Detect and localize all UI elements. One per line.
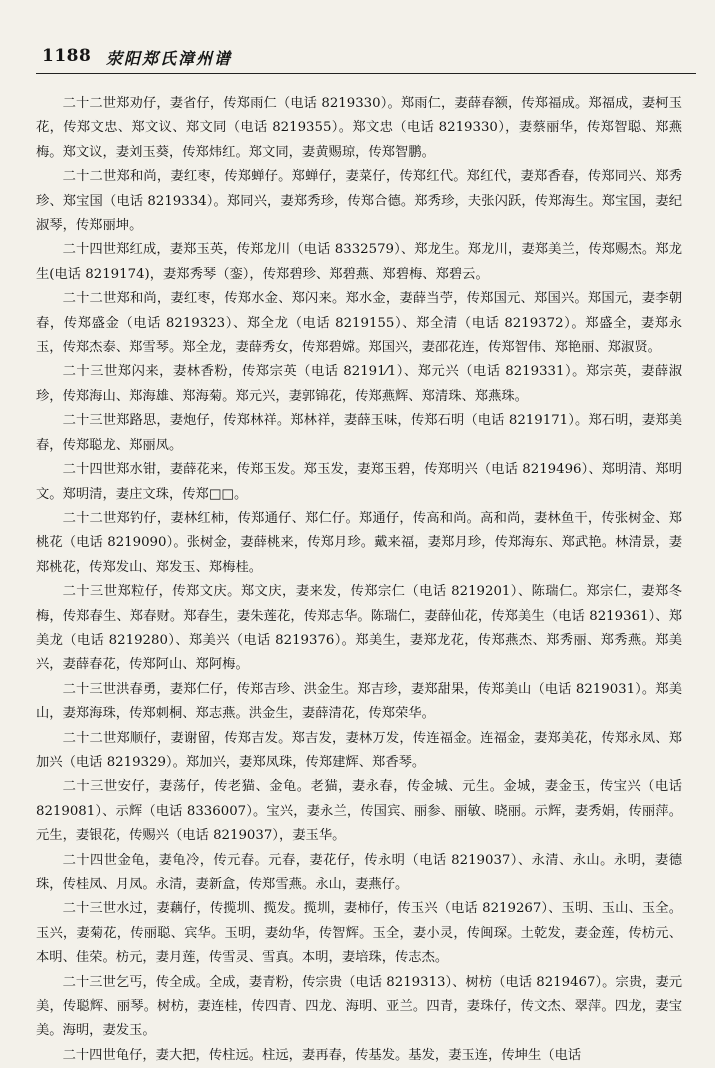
paragraph-13: 二十四世金龟，妻龟冷，传元春。元春，妻花仔，传永明（电话 8219037）、永清、永山。永明，妻德珠，传桂凤、月凤。永清，妻新盒，传郑雪燕。永山，妻燕仔。	[36, 852, 682, 892]
paragraph-5: 二十三世郑闪来，妻林香粉，传郑宗英（电话 82191⁄1）、郑元兴（电话 8219331）。郑宗英，妻薛淑珍，传郑海山、郑海雄、郑海菊。郑元兴，妻郭锦花，传郑燕辉、郑清珠、郑燕珠。	[36, 364, 682, 404]
paragraph-1: 二十二世郑劝仔，妻省仔，传郑雨仁（电话 8219330）。郑雨仁，妻薛春额，传郑福成。郑福成，妻柯玉花，传郑文忠、郑文议、郑文同（电话 8219355）。郑文忠（电话 8219330），妻蔡丽华，传郑智聪、郑燕梅。郑文议，妻刘玉葵，传郑炜红。郑文同，妻黄赐琼，传郑智鹏。	[36, 96, 682, 160]
paragraph-15: 二十三世乞丐，传全成。全成，妻青粉，传宗贵（电话 8219313）、树枋（电话 8219467）。宗贵，妻元美，传聪辉、丽琴。树枋，妻连桂，传四青、四龙、海明、亚兰。四青，妻珠仔，传文杰、翠萍。四龙，妻宝美。海明，妻发玉。	[36, 974, 682, 1039]
book-title: 荥阳郑氏漳州谱	[106, 49, 233, 68]
paragraph-3: 二十四世郑红成，妻郑玉英，传郑龙川（电话 8332579）、郑龙生。郑龙川，妻郑美兰，传郑赐杰。郑龙生(电话 8219174)，妻郑秀琴（銮），传郑碧珍、郑碧燕、郑碧梅、郑碧云。	[36, 242, 682, 282]
paragraph-6: 二十三世郑路思，妻炮仔，传郑林祥。郑林祥，妻薛玉味，传郑石明（电话 8219171）。郑石明，妻郑美春，传郑聪龙、郑丽凤。	[36, 413, 682, 453]
paragraph-14: 二十三世水过，妻藕仔，传揽圳、揽发。揽圳，妻柿仔，传玉兴（电话 8219267）、玉明、玉山、玉全。玉兴，妻菊花，传丽聪、宾华。玉明，妻幼华，传智辉。玉全，妻小灵，传闽琛。土乾发，妻金莲，传枋元、本明、佳荣。枋元，妻月莲，传雪灵、雪真。本明，妻培珠，传志杰。	[36, 901, 682, 966]
paragraph-2: 二十二世郑和尚，妻红枣，传郑蝉仔。郑蝉仔，妻菜仔，传郑红代。郑红代，妻郑香春，传郑同兴、郑秀珍、郑宝国（电话 8219334）。郑同兴，妻郑秀珍，传郑合德。郑秀珍，夫张闪跃，传郑海生。郑宝国，妻纪淑琴，传郑丽坤。	[36, 169, 682, 234]
page-header	[36, 44, 696, 74]
header-rule	[36, 73, 696, 74]
paragraph-11: 二十二世郑顺仔，妻谢留，传郑吉发。郑吉发，妻林万发，传连福金。连福金，妻郑美花，传郑永凤、郑加兴（电话 8219329）。郑加兴，妻郑凤珠，传郑建辉、郑香琴。	[36, 730, 682, 770]
paragraph-4: 二十二世郑和尚，妻红枣，传郑水金、郑闪来。郑水金，妻薛当苧，传郑国元、郑国兴。郑国元，妻李朝春，传郑盛金（电话 8219323）、郑全龙（电话 8219155）、郑全清（电话 8219372）。郑盛全，妻郑永玉，传郑杰泰、郑雪琴。郑全龙，妻薛秀女，传郑碧嫦。郑国兴，妻邵花连，传郑智伟、郑艳丽、郑淑贤。	[36, 291, 682, 356]
paragraph-9: 二十三世郑粒仔，传郑文庆。郑文庆，妻来发，传郑宗仁（电话 8219201）、陈瑞仁。郑宗仁，妻郑冬梅，传郑春生、郑春财。郑春生，妻朱莲花，传郑志华。陈瑞仁，妻薛仙花，传郑美生（电话 8219361）、郑美龙（电话 8219280）、郑美兴（电话 8219376）。郑美生，妻郑龙花，传郑燕杰、郑秀丽、郑秀燕。郑美兴，妻薛春花，传郑阿山、郑阿梅。	[36, 584, 682, 673]
page-number: 1188	[42, 46, 92, 66]
body-text	[36, 92, 682, 1063]
paragraph-12: 二十三世安仔，妻荡仔，传老猫、金龟。老猫，妻永春，传金城、元生。金城，妻金玉，传宝兴（电话 8219081）、示辉（电话 8336007）。宝兴，妻永兰，传国宾、丽参、丽敏、晓丽。示辉，妻秀娟，传丽萍。元生，妻银花，传赐兴（电话 8219037），妻玉华。	[36, 779, 682, 844]
paragraph-7: 二十四世郑水钳，妻薛花来，传郑玉发。郑玉发，妻郑玉碧，传郑明兴（电话 8219496）、郑明清、郑明文。郑明清，妻庄文珠，传郑□□。	[36, 462, 682, 502]
paragraph-10: 二十三世洪春勇，妻郑仁仔，传郑吉珍、洪金生。郑吉珍，妻郑甜果，传郑美山（电话 8219031）。郑美山，妻郑海珠，传郑刺桐、郑志燕。洪金生，妻薛清花，传郑荣华。	[36, 681, 682, 722]
paragraph-8: 二十二世郑钓仔，妻林红柿，传郑通仔、郑仁仔。郑通仔，传高和尚。高和尚，妻林鱼干，传张树金、郑桃花（电话 8219090）。张树金，妻薛桃来，传郑月珍。戴来福，妻郑月珍，传郑海东、郑武艳。林清景，妻郑桃花，传郑发山、郑发玉、郑梅桂。	[36, 510, 682, 575]
paragraph-16: 二十四世龟仔，妻大把，传柱远。柱远，妻再春，传基发。基发，妻玉连，传坤生（电话	[62, 1047, 582, 1063]
